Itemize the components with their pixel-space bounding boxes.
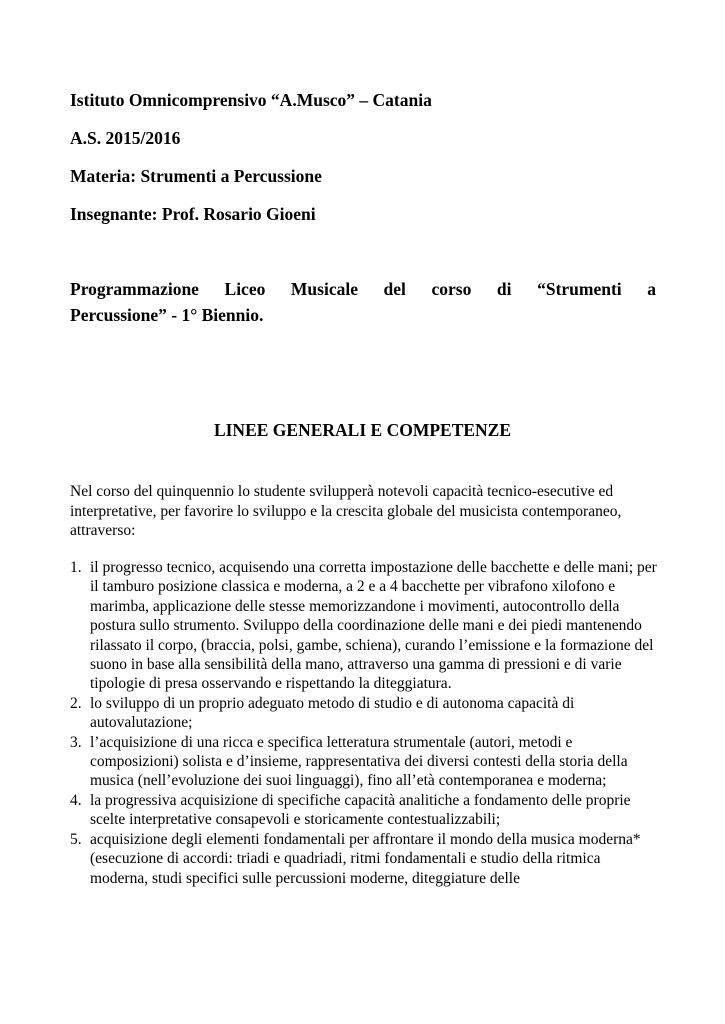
- list-item-number: 3.: [70, 733, 82, 751]
- list-item-text: il progresso tecnico, acquisendo una corretta impostazione delle bacchette e delle mani; per il tamburo posizione classica e moderna, a 2 e a 4 bacchette per vibrafono xilofono e marimba, applicazione delle stesse memorizzandone i movimenti, autocontrollo della postura sullo strumento. Sviluppo della coordinazione delle mani e dei piedi mantenendo rilassato il corpo, (braccia, polsi, gambe, schiena), curando l’emissione e la formazione del suono in base alla sensibilità della mano, attraverso una gamma di pressioni e di varie tipologie di presa osservando e rispettando la diteggiatura.: [90, 559, 657, 693]
- section-title: LINEE GENERALI E COMPETENZE: [213, 420, 512, 440]
- institute-heading: Istituto Omnicomprensivo “A.Musco” – Catania: [70, 90, 432, 110]
- subject-heading: Materia: Strumenti a Percussione: [70, 166, 322, 186]
- list-item-number: 4.: [70, 791, 82, 809]
- teacher-heading: Insegnante: Prof. Rosario Gioeni: [70, 204, 316, 224]
- school-year-heading: A.S. 2015/2016: [70, 128, 181, 148]
- list-item: [70, 791, 662, 830]
- programme-title-line-2: Percussione” - 1° Biennio.: [70, 305, 264, 325]
- list-item-number: 1.: [70, 559, 82, 576]
- programme-title: [70, 276, 656, 328]
- programme-title-line-1: Programmazione Liceo Musicale del corso di “Strumenti a: [70, 279, 656, 299]
- list-item-text: lo sviluppo di un proprio adeguato metodo di studio e di autonoma capacità di autovalutazione;: [90, 694, 575, 732]
- list-item: [70, 694, 662, 733]
- competences-list: [70, 558, 662, 888]
- list-item-text: acquisizione degli elementi fondamentali per affrontare il mondo della musica moderna* (esecuzione di accordi: triadi e quadriadi, ritmi fondamentali e studio della ritmica moderna, studi specifici sulle percussioni moderne, diteggiature delle: [90, 830, 641, 887]
- list-item: [70, 558, 662, 694]
- intro-paragraph: Nel corso del quinquennio lo studente svilupperà notevoli capacità tecnico-esecutive ed interpretative, per favorire lo sviluppo e la crescita globale del musicista contemporaneo, attraverso:: [70, 483, 622, 539]
- list-item-number: 2.: [70, 694, 82, 712]
- list-item-number: 5.: [70, 830, 82, 848]
- list-item-text: l’acquisizione di una ricca e specifica letteratura strumentale (autori, metodi e composizioni) solista e d’insieme, rappresentativa dei diversi contesti della storia della musica (nell’evoluzione dei suoi linguaggi), fino all’età contemporanea e moderna;: [90, 733, 628, 790]
- list-item: [70, 733, 662, 791]
- list-item-text: la progressiva acquisizione di specifiche capacità analitiche a fondamento delle proprie scelte interpretative consapevoli e storicamente contestualizzabili;: [90, 791, 631, 829]
- list-item: [70, 830, 662, 888]
